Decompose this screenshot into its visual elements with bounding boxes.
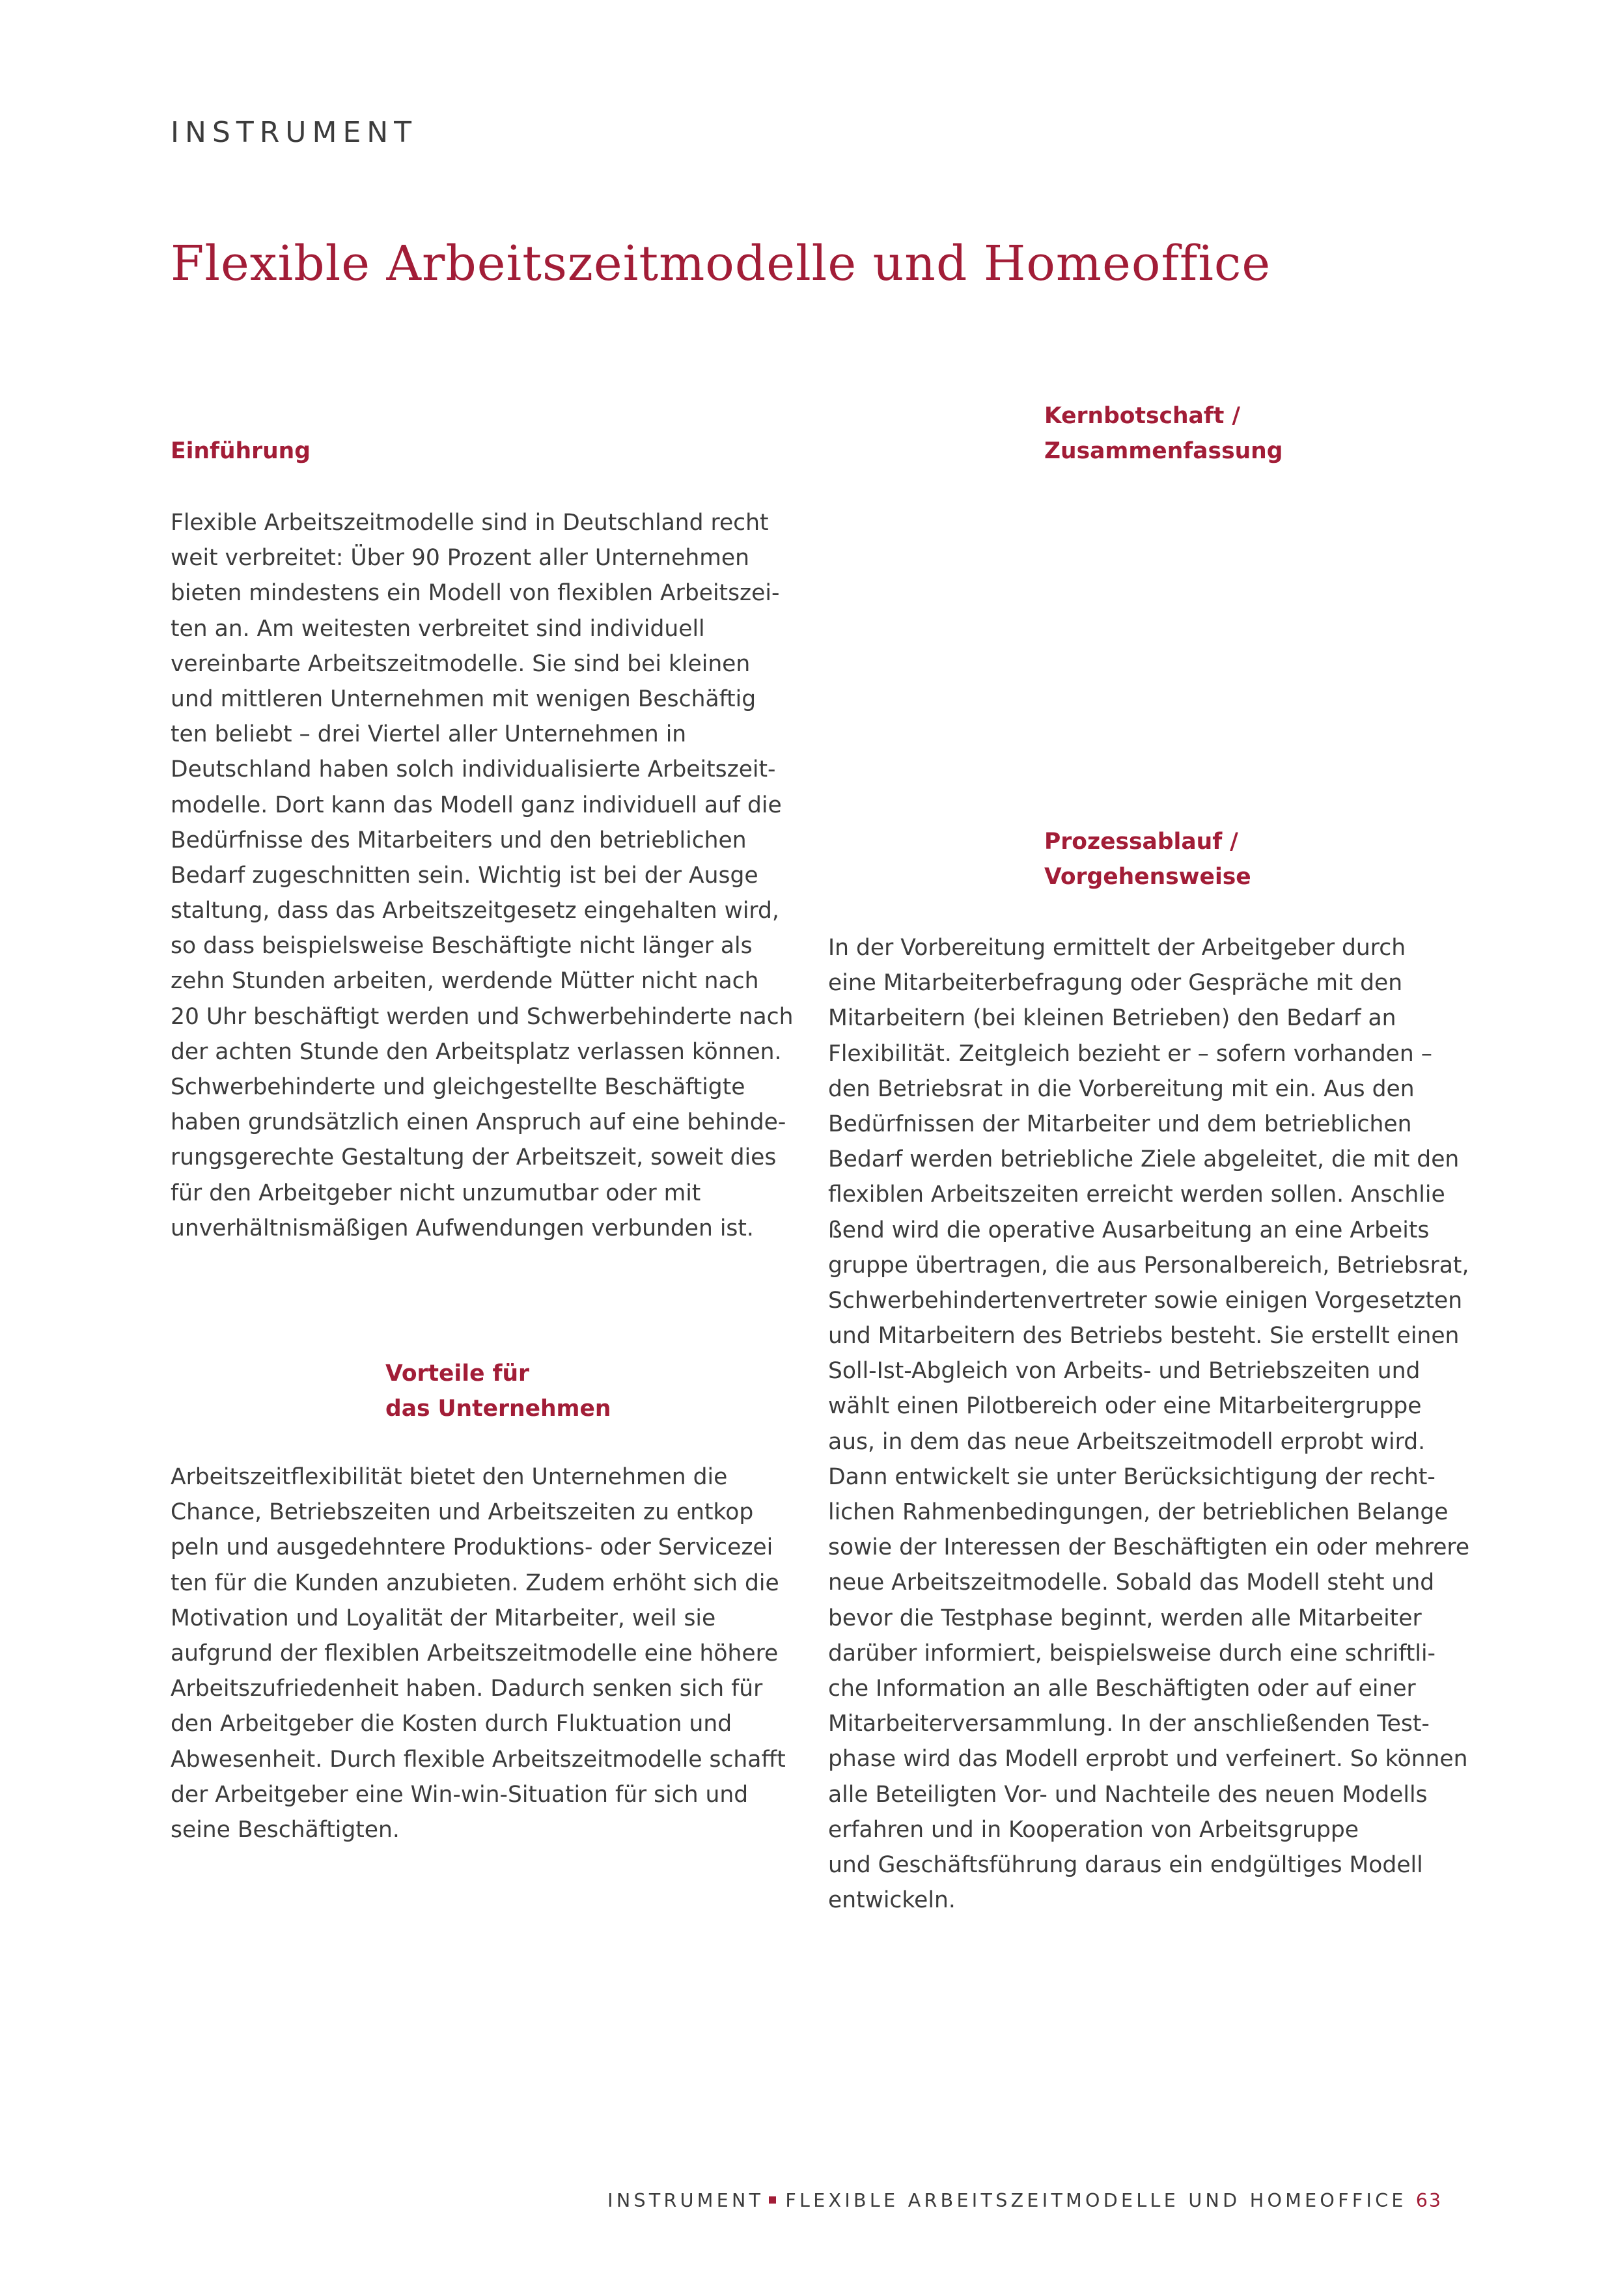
text-line: ten für die Kunden anzubieten. Zudem erhöht sich die: [171, 1570, 779, 1596]
text-line: Vorgehensweise: [1044, 864, 1251, 891]
text-line: Flexible Arbeitszeitmodelle sind in Deutschland recht: [171, 510, 769, 536]
text-line: Chance, Betriebszeiten und Arbeitszeiten zu entkop: [171, 1499, 754, 1526]
text-line: alle Beteiligten Vor- und Nachteile des neuen Modells: [828, 1781, 1428, 1808]
text-line: Soll-Ist-Abgleich von Arbeits- und Betriebszeiten und: [828, 1358, 1421, 1385]
einfuehrung-text: [171, 505, 794, 1246]
square-bullet-icon: [769, 2196, 776, 2204]
text-line: peln und ausgedehntere Produktions- oder Servicezei: [171, 1534, 773, 1561]
text-line: und mittleren Unternehmen mit wenigen Beschäftig: [171, 685, 756, 712]
text-line: 20 Uhr beschäftigt werden und Schwerbehinderte nach: [171, 1003, 794, 1030]
section-kicker: INSTRUMENT: [171, 116, 418, 149]
text-line: aufgrund der flexiblen Arbeitszeitmodelle eine höhere: [171, 1640, 779, 1667]
text-line: Motivation und Loyalität der Mitarbeiter, weil sie: [171, 1605, 716, 1631]
text-line: Schwerbehinderte und gleichgestellte Beschäftigte: [171, 1074, 745, 1100]
text-line: ßend wird die operative Ausarbeitung an eine Arbeits: [828, 1217, 1430, 1243]
text-line: den Betriebsrat in die Vorbereitung mit ein. Aus den: [828, 1075, 1415, 1102]
text-line: staltung, dass das Arbeitszeitgesetz eingehalten wird,: [171, 898, 779, 924]
text-line: unverhältnismäßigen Aufwendungen verbunden ist.: [171, 1215, 754, 1241]
text-line: Mitarbeiterversammlung. In der anschließenden Test-: [828, 1711, 1430, 1737]
text-line: aus, in dem das neue Arbeitszeitmodell erprobt wird.: [828, 1428, 1426, 1455]
text-line: eine Mitarbeiterbefragung oder Gespräche mit den: [828, 970, 1403, 997]
text-line: Abwesenheit. Durch flexible Arbeitszeitmodelle schafft: [171, 1746, 786, 1773]
text-line: flexiblen Arbeitszeiten erreicht werden sollen. Anschlie: [828, 1182, 1445, 1208]
text-line: für den Arbeitgeber nicht unzumutbar oder mit: [171, 1180, 701, 1206]
vorteile-text: [171, 1459, 786, 1847]
text-line: che Information an alle Beschäftigten oder auf einer: [828, 1675, 1416, 1702]
text-line: den Arbeitgeber die Kosten durch Fluktuation und: [171, 1711, 732, 1737]
text-line: Mitarbeitern (bei kleinen Betrieben) den Bedarf an: [828, 1005, 1396, 1032]
text-line: neue Arbeitszeitmodelle. Sobald das Modell steht und: [828, 1570, 1435, 1596]
page-footer: [607, 2190, 1442, 2211]
text-line: phase wird das Modell erprobt und verfeinert. So können: [828, 1746, 1468, 1773]
text-line: erfahren und in Kooperation von Arbeitsgruppe: [828, 1816, 1359, 1843]
text-line: Dann entwickelt sie unter Berücksichtigung der recht-: [828, 1463, 1436, 1490]
text-line: seine Beschäftigten.: [171, 1816, 400, 1843]
text-line: gruppe übertragen, die aus Personalbereich, Betriebsrat,: [828, 1252, 1469, 1279]
heading-prozessablauf: [1044, 824, 1251, 894]
text-line: ten an. Am weitesten verbreitet sind individuell: [171, 615, 705, 642]
text-line: Bedürfnisse des Mitarbeiters und den betrieblichen: [171, 827, 747, 853]
text-line: ten beliebt – drei Viertel aller Unternehmen in: [171, 721, 687, 748]
text-line: Kernbotschaft /: [1044, 403, 1240, 429]
text-line: zehn Stunden arbeiten, werdende Mütter nicht nach: [171, 968, 759, 995]
heading-kernbotschaft: [1044, 398, 1283, 469]
text-line: Arbeitszufriedenheit haben. Dadurch senken sich für: [171, 1676, 763, 1702]
text-line: der Arbeitgeber eine Win-win-Situation für sich und: [171, 1781, 749, 1808]
text-line: modelle. Dort kann das Modell ganz individuell auf die: [171, 792, 782, 818]
text-line: und Geschäftsführung daraus ein endgültiges Modell: [828, 1851, 1423, 1878]
text-line: entwickeln.: [828, 1887, 956, 1914]
footer-title: FLEXIBLE ARBEITSZEITMODELLE UND HOMEOFFICE: [785, 2190, 1407, 2211]
text-line: bieten mindestens ein Modell von flexiblen Arbeitszei-: [171, 580, 780, 607]
text-line: und Mitarbeitern des Betriebs besteht. Sie erstellt einen: [828, 1323, 1460, 1349]
text-line: der achten Stunde den Arbeitsplatz verlassen können.: [171, 1038, 782, 1065]
text-line: Einführung: [171, 438, 311, 464]
text-line: Bedarf zugeschnitten sein. Wichtig ist bei der Ausge: [171, 862, 758, 889]
footer-section: INSTRUMENT: [607, 2190, 764, 2211]
text-line: lichen Rahmenbedingungen, der betrieblichen Belange: [828, 1499, 1449, 1525]
text-line: Deutschland haben solch individualisierte Arbeitszeit-: [171, 756, 776, 783]
text-line: haben grundsätzlich einen Anspruch auf eine behinde-: [171, 1109, 786, 1136]
text-line: rungsgerechte Gestaltung der Arbeitszeit, soweit dies: [171, 1144, 777, 1171]
text-line: sowie der Interessen der Beschäftigten ein oder mehrere: [828, 1534, 1470, 1561]
text-line: Schwerbehindertenvertreter sowie einigen Vorgesetzten: [828, 1287, 1463, 1314]
text-line: bevor die Testphase beginnt, werden alle Mitarbeiter: [828, 1605, 1422, 1631]
prozessablauf-text: [828, 930, 1469, 1918]
heading-vorteile: [385, 1356, 611, 1426]
text-line: In der Vorbereitung ermittelt der Arbeitgeber durch: [828, 935, 1406, 961]
text-line: darüber informiert, beispielsweise durch eine schriftli-: [828, 1640, 1436, 1667]
page-number: 63: [1415, 2190, 1442, 2211]
text-line: Bedarf werden betriebliche Ziele abgeleitet, die mit den: [828, 1146, 1460, 1173]
text-line: Vorteile für: [385, 1361, 530, 1387]
heading-einfuehrung: [171, 434, 311, 469]
text-line: Arbeitszeitflexibilität bietet den Unternehmen die: [171, 1464, 728, 1490]
text-line: Zusammenfassung: [1044, 438, 1283, 465]
text-line: das Unternehmen: [385, 1396, 611, 1422]
text-line: Prozessablauf /: [1044, 829, 1238, 855]
text-line: wählt einen Pilotbereich oder eine Mitarbeitergruppe: [828, 1393, 1422, 1420]
page-title: Flexible Arbeitszeitmodelle und Homeoffice: [171, 236, 1271, 292]
text-line: vereinbarte Arbeitszeitmodelle. Sie sind bei kleinen: [171, 650, 751, 677]
text-line: so dass beispielsweise Beschäftigte nicht länger als: [171, 933, 753, 960]
text-line: Bedürfnissen der Mitarbeiter und dem betrieblichen: [828, 1111, 1412, 1137]
text-line: Flexibilität. Zeitgleich bezieht er – sofern vorhanden –: [828, 1040, 1432, 1067]
text-line: weit verbreitet: Über 90 Prozent aller Unternehmen: [171, 545, 749, 572]
